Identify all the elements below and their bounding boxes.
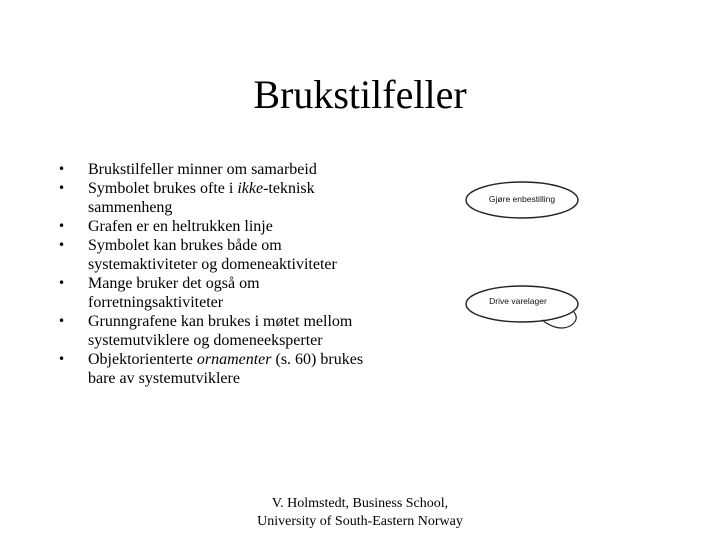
bullet-icon: •: [58, 352, 66, 366]
bullet-text: Grafen er en heltrukken linje: [88, 218, 273, 235]
bullet-icon: •: [58, 276, 66, 290]
bullet-text: Mange bruker det også om forretningsaktiviteter: [88, 275, 260, 311]
bullet-text: Brukstilfeller minner om samarbeid: [88, 161, 317, 178]
bullet-icon: •: [58, 238, 66, 252]
bullet-text: Objektorienterte ornamenter (s. 60) brukes bare av systemutviklere: [88, 351, 364, 387]
footer-line-2: University of South-Eastern Norway: [257, 514, 463, 529]
bullet-icon: •: [58, 162, 66, 176]
bullet-item: [58, 312, 368, 350]
usecase-label: Drive varelager: [489, 296, 547, 306]
bullet-item: [58, 274, 368, 312]
bullet-item: [58, 217, 368, 236]
bullet-icon: •: [58, 219, 66, 233]
usecase-ellipse-solid: [462, 178, 582, 222]
bullet-item: [58, 350, 368, 388]
slide-title: Brukstilfeller: [253, 72, 467, 117]
bullet-text: Symbolet brukes ofte i ikke-teknisk sammenheng: [88, 180, 315, 216]
bullet-text: Symbolet kan brukes både om systemaktiviteter og domeneaktiviteter: [88, 237, 337, 273]
bullet-text: Grunngrafene kan brukes i møtet mellom systemutviklere og domeneeksperter: [88, 313, 353, 349]
bullet-item: [58, 160, 368, 179]
bullet-item: [58, 179, 368, 217]
bullet-item: [58, 236, 368, 274]
footer-line-1: V. Holmstedt, Business School,: [271, 496, 449, 511]
usecase-label: Gjøre enbestilling: [488, 194, 556, 204]
bullet-icon: •: [58, 181, 66, 195]
bullet-list: [58, 160, 368, 388]
footer: [230, 495, 490, 531]
usecase-ellipse-ornament: [462, 280, 582, 340]
bullet-icon: •: [58, 314, 66, 328]
